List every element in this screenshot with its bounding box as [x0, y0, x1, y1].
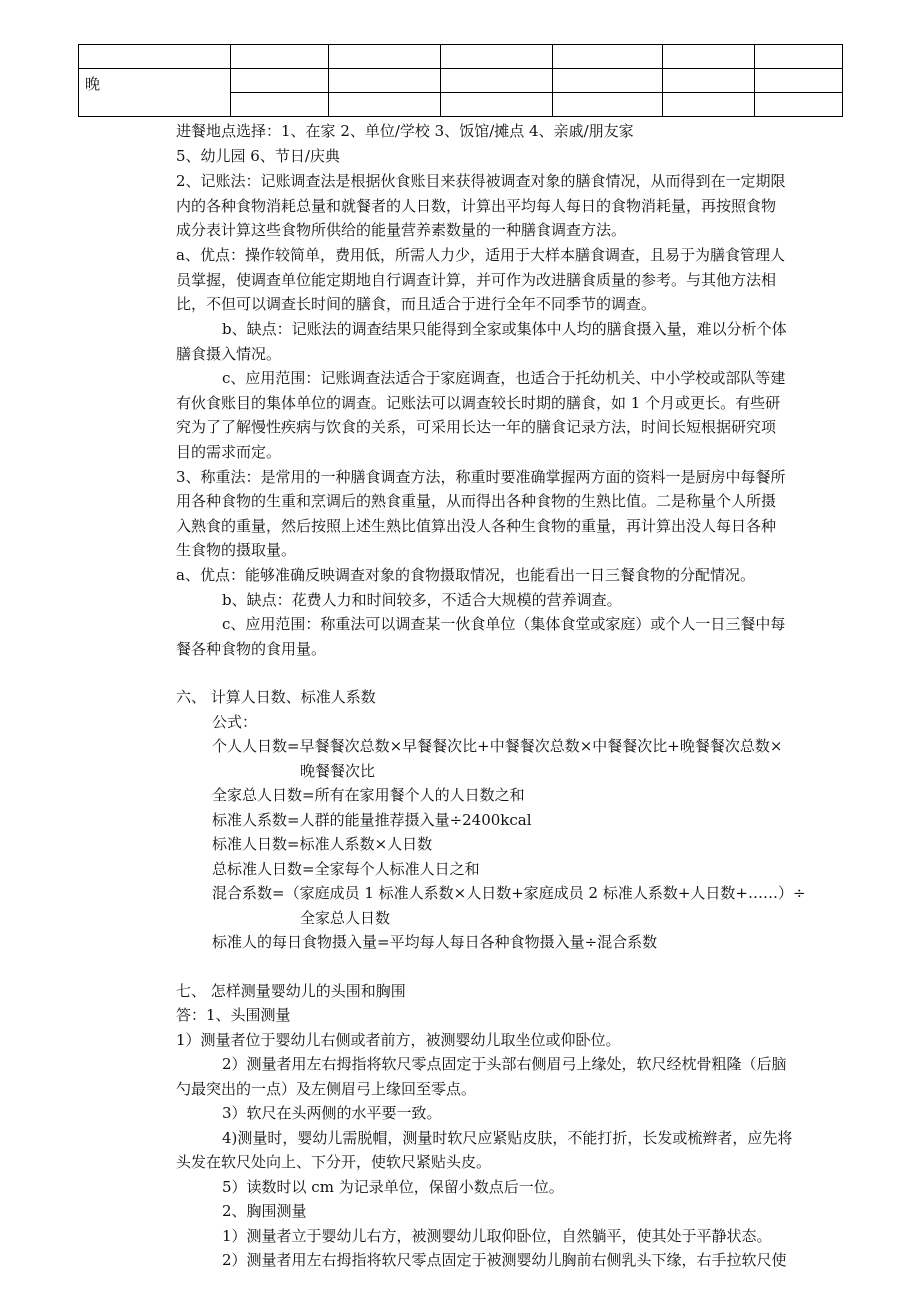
- text-line: 公式：: [212, 713, 258, 731]
- text-line: 员掌握，使调查单位能定期地自行调查计算，并可作为改进膳食质量的参考。与其他方法相: [176, 271, 777, 289]
- text-line: a、优点：操作较简单，费用低，所需人力少，适用于大样本膳食调查，且易于为膳食管理人: [176, 246, 785, 264]
- text-line: 答：1、头围测量: [176, 1006, 291, 1024]
- text-line: 餐各种食物的食用量。: [176, 640, 327, 658]
- text-line: 混合系数=（家庭成员 1 标准人系数×人日数+家庭成员 2 标准人系数+人日数+……）÷: [212, 884, 806, 902]
- text-line: b、缺点：花费人力和时间较多，不适合大规模的营养调查。: [222, 591, 622, 609]
- text-line: 5、幼儿园 6、节日/庆典: [176, 147, 340, 165]
- text-line: 晚餐餐次比: [300, 762, 376, 780]
- text-line: 1）测量者位于婴幼儿右侧或者前方，被测婴幼儿取坐位或仰卧位。: [176, 1031, 621, 1049]
- text-line: 2）测量者用左右拇指将软尺零点固定于被测婴幼儿胸前右侧乳头下缘，右手拉软尺使: [222, 1251, 787, 1269]
- text-line: 总标准人日数=全家每个人标准人日之和: [212, 860, 480, 878]
- text-line: 比，不但可以调查长时间的膳食，而且适合于进行全年不同季节的调查。: [176, 295, 657, 313]
- text-line: 成分表计算这些食物所供给的能量营养素数量的一种膳食调查方法。: [176, 221, 627, 239]
- text-line: 标准人日数=标准人系数×人日数: [212, 835, 433, 853]
- text-line: 2）测量者用左右拇指将软尺零点固定于头部右侧眉弓上缘处，软尺经枕骨粗隆（后脑: [222, 1055, 787, 1073]
- text-line: c、应用范围：称重法可以调查某一伙食单位（集体食堂或家庭）或个人一日三餐中每: [222, 615, 786, 633]
- text-line: 头发在软尺处向上、下分开，使软尺紧贴头皮。: [176, 1153, 492, 1171]
- text-line: 目的需求而定。: [176, 443, 282, 461]
- text-line: 标准人的每日食物摄入量=平均每人每日各种食物摄入量÷混合系数: [212, 933, 658, 951]
- text-line: 有伙食账目的集体单位的调查。记账法可以调查较长时期的膳食，如 1 个月或更长。有些研: [176, 394, 781, 412]
- text-line: 标准人系数=人群的能量推荐摄入量÷2400kcal: [212, 811, 532, 829]
- meal-table: [78, 44, 843, 117]
- table-row-label: 晚: [79, 69, 231, 117]
- section-heading: 七、 怎样测量婴幼儿的头围和胸围: [176, 982, 406, 1000]
- text-line: 2、胸围测量: [222, 1202, 307, 1220]
- text-line: 用各种食物的生重和烹调后的熟食重量，从而得出各种食物的生熟比值。二是称量个人所摄: [176, 492, 777, 510]
- table-row: [79, 69, 843, 93]
- text-line: 3、称重法：是常用的一种膳食调查方法，称重时要准确掌握两方面的资料一是厨房中每餐所: [176, 468, 786, 486]
- table-row: [79, 45, 843, 69]
- text-line: 生食物的摄取量。: [176, 541, 297, 559]
- text-line: a、优点：能够准确反映调查对象的食物摄取情况，也能看出一日三餐食物的分配情况。: [176, 566, 755, 584]
- text-line: 内的各种食物消耗总量和就餐者的人日数，计算出平均每人每日的食物消耗量，再按照食物: [176, 197, 777, 215]
- text-line: 全家总人日数: [300, 909, 391, 927]
- text-line: b、缺点：记账法的调查结果只能得到全家或集体中人均的膳食摄入量，难以分析个体: [222, 320, 787, 338]
- text-line: 2、记账法：记账调查法是根据伙食账目来获得被调查对象的膳食情况，从而得到在一定期限: [176, 172, 786, 190]
- text-line: 5）读数时以 cm 为记录单位，保留小数点后一位。: [222, 1178, 564, 1196]
- text-line: c、应用范围：记账调查法适合于家庭调查，也适合于托幼机关、中小学校或部队等建: [222, 369, 786, 387]
- text-line: 4)测量时，婴幼儿需脱帽，测量时软尺应紧贴皮肤，不能打折，长发或梳辫者，应先将: [222, 1129, 793, 1147]
- section-heading: 六、 计算人日数、标准人系数: [176, 688, 376, 706]
- text-line: 膳食摄入情况。: [176, 345, 282, 363]
- text-line: 1）测量者立于婴幼儿右方，被测婴幼儿取仰卧位，自然躺平，使其处于平静状态。: [222, 1227, 772, 1245]
- text-line: 全家总人日数=所有在家用餐个人的人日数之和: [212, 786, 525, 804]
- text-line: 3）软尺在头两侧的水平要一致。: [222, 1104, 442, 1122]
- text-line: 个人人日数=早餐餐次总数×早餐餐次比+中餐餐次总数×中餐餐次比+晚餐餐次总数×: [212, 737, 783, 755]
- text-line: 入熟食的重量，然后按照上述生熟比值算出没人各种生食物的重量，再计算出没人每日各种: [176, 517, 777, 535]
- text-line: 究为了了解慢性疾病与饮食的关系，可采用长达一年的膳食记录方法，时间长短根据研究项: [176, 418, 777, 436]
- text-line: 进餐地点选择：1、在家 2、单位/学校 3、饭馆/摊点 4、亲戚/朋友家: [176, 122, 634, 140]
- text-line: 勺最突出的一点）及左侧眉弓上缘回至零点。: [176, 1080, 477, 1098]
